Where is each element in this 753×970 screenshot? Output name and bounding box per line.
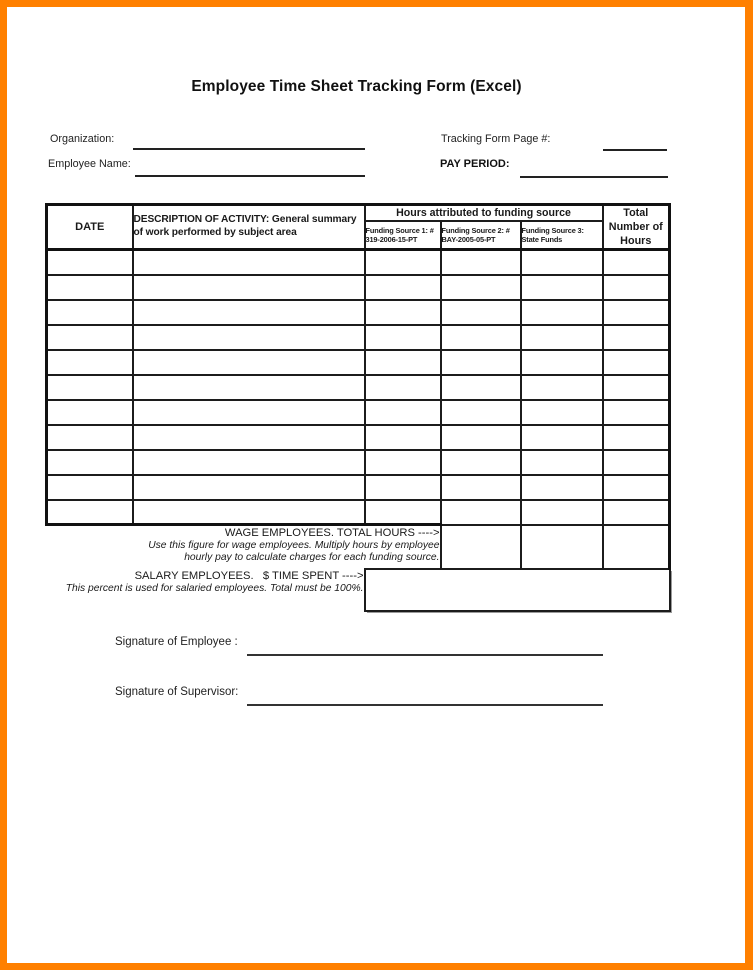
signature-of-supervisor-line[interactable] [247,704,603,706]
salary-time-spent-cell[interactable] [365,569,670,611]
empty-entry-cell[interactable] [133,475,365,500]
organization-input-line[interactable] [133,148,365,150]
empty-entry-cell[interactable] [521,250,603,275]
description-column-header: DESCRIPTION OF ACTIVITY: General summary of work performed by subject area [133,205,365,250]
empty-entry-cell[interactable] [441,400,521,425]
tracking-form-page-label: Tracking Form Page #: [441,133,551,145]
table-row [47,300,670,325]
empty-entry-cell[interactable] [603,500,670,525]
empty-entry-cell[interactable] [365,400,441,425]
salary-employees-label: SALARY EMPLOYEES. $ TIME SPENT ----> [134,569,364,582]
wage-total-hours-cell[interactable] [603,525,670,569]
empty-entry-cell[interactable] [521,500,603,525]
empty-entry-cell[interactable] [521,450,603,475]
empty-entry-cell[interactable] [603,350,670,375]
empty-entry-cell[interactable] [47,375,133,400]
empty-entry-cell[interactable] [603,300,670,325]
empty-entry-cell[interactable] [365,375,441,400]
empty-entry-cell[interactable] [133,375,365,400]
empty-entry-cell[interactable] [365,425,441,450]
empty-entry-cell[interactable] [603,450,670,475]
table-row [47,250,670,275]
empty-entry-cell[interactable] [603,325,670,350]
empty-entry-cell[interactable] [133,450,365,475]
date-column-header: DATE [47,205,133,250]
salary-employees-label-cell [47,569,365,611]
table-row [47,400,670,425]
empty-entry-cell[interactable] [133,425,365,450]
empty-entry-cell[interactable] [133,300,365,325]
empty-entry-cell[interactable] [441,425,521,450]
empty-entry-cell[interactable] [47,400,133,425]
empty-entry-cell[interactable] [441,275,521,300]
empty-entry-cell[interactable] [521,325,603,350]
empty-entry-cell[interactable] [47,325,133,350]
empty-entry-cell[interactable] [133,400,365,425]
funding-source-3-header: Funding Source 3: State Funds [521,221,603,249]
wage-total-funding-source-2-cell[interactable] [521,525,603,569]
table-row [47,325,670,350]
empty-entry-cell[interactable] [133,350,365,375]
empty-entry-cell[interactable] [441,250,521,275]
empty-entry-cell[interactable] [603,275,670,300]
empty-entry-cell[interactable] [47,475,133,500]
empty-entry-cell[interactable] [365,475,441,500]
empty-entry-cell[interactable] [441,500,521,525]
wage-total-funding-source-1-cell[interactable] [441,525,521,569]
empty-entry-cell[interactable] [47,425,133,450]
empty-entry-cell[interactable] [521,475,603,500]
empty-entry-cell[interactable] [603,400,670,425]
tracking-form-page-input-line[interactable] [603,149,667,151]
empty-entry-cell[interactable] [603,250,670,275]
empty-entry-cell[interactable] [133,500,365,525]
empty-entry-cell[interactable] [133,325,365,350]
employee-name-input-line[interactable] [135,175,365,177]
page-title: Employee Time Sheet Tracking Form (Excel) [191,78,522,95]
empty-entry-cell[interactable] [441,475,521,500]
empty-entry-cell[interactable] [47,250,133,275]
empty-entry-cell[interactable] [365,250,441,275]
empty-entry-cell[interactable] [441,375,521,400]
table-row [47,450,670,475]
table-row [47,350,670,375]
empty-entry-cell[interactable] [47,500,133,525]
table-row [47,275,670,300]
salary-row [47,569,670,611]
salary-note: This percent is used for salaried employees. Total must be 100%. [65,582,364,594]
table-row [47,475,670,500]
empty-entry-cell[interactable] [521,300,603,325]
empty-entry-cell[interactable] [47,275,133,300]
table-row [47,375,670,400]
empty-entry-cell[interactable] [441,350,521,375]
funding-source-2-header: Funding Source 2: # BAY-2005-05-PT [441,221,521,249]
empty-entry-cell[interactable] [47,450,133,475]
empty-entry-cell[interactable] [441,300,521,325]
signature-of-supervisor-label: Signature of Supervisor: [115,686,239,698]
empty-entry-cell[interactable] [365,325,441,350]
empty-entry-cell[interactable] [603,425,670,450]
empty-entry-cell[interactable] [133,250,365,275]
form-page [7,7,745,963]
funding-source-1-header: Funding Source 1: # 319-2006-15-PT [365,221,441,249]
pay-period-label: PAY PERIOD: [440,158,510,170]
table-row [47,500,670,525]
wage-employees-label: WAGE EMPLOYEES. TOTAL HOURS ----> [224,527,440,540]
wage-employees-label-cell [47,525,441,569]
empty-entry-cell[interactable] [365,500,441,525]
empty-entry-cell[interactable] [521,400,603,425]
total-hours-column-header: Total Number of Hours [603,205,670,250]
empty-entry-cell[interactable] [521,375,603,400]
empty-entry-cell[interactable] [365,350,441,375]
empty-entry-cell[interactable] [441,450,521,475]
empty-entry-cell[interactable] [47,300,133,325]
table-row [47,425,670,450]
empty-entry-cell[interactable] [441,325,521,350]
wage-note-line2: hourly pay to calculate charges for each funding source. [184,552,440,564]
empty-entry-cell[interactable] [365,450,441,475]
employee-name-label: Employee Name: [48,158,131,170]
empty-entry-cell[interactable] [603,475,670,500]
empty-entry-cell[interactable] [521,350,603,375]
empty-entry-cell[interactable] [603,375,670,400]
empty-entry-cell[interactable] [521,275,603,300]
empty-entry-cell[interactable] [521,425,603,450]
pay-period-input-line[interactable] [520,176,668,178]
empty-entry-cell[interactable] [47,350,133,375]
organization-label: Organization: [50,133,115,145]
timesheet-table [45,203,671,612]
empty-entry-cell[interactable] [133,275,365,300]
signature-of-employee-label: Signature of Employee : [115,636,238,648]
wage-totals-row [47,525,670,569]
funding-group-header: Hours attributed to funding source [365,205,603,222]
empty-entry-cell[interactable] [365,300,441,325]
signature-of-employee-line[interactable] [247,654,603,656]
wage-note-line1: Use this figure for wage employees. Multiply hours by employee [148,540,440,552]
empty-entry-cell[interactable] [365,275,441,300]
